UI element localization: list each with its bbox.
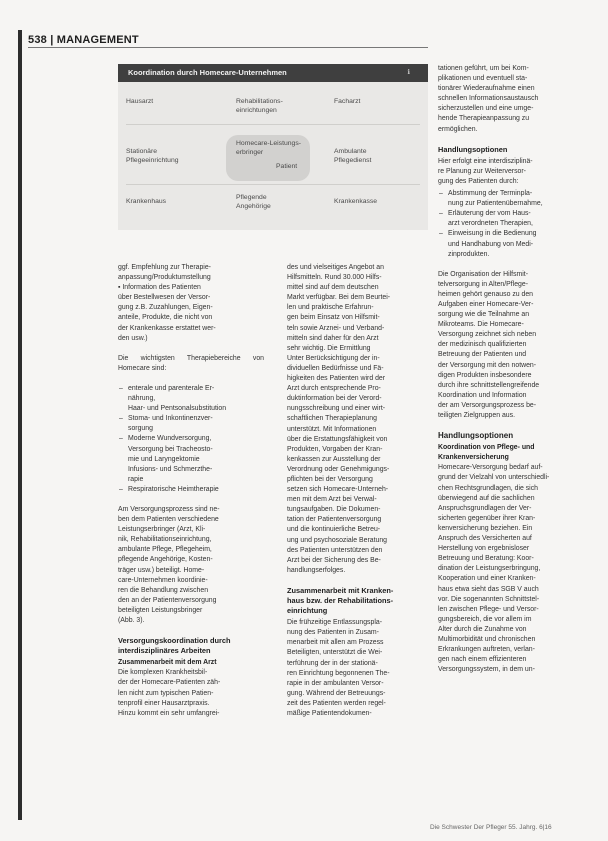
paragraph: Die komplexen Krankheitsbil- der der Homecare-Patienten zäh- len nicht zum typischen Patien- tenprofil einer Hausarztpraxis. Hinzu kommt ein sehr umfangrei- bbox=[118, 669, 221, 717]
paragraph: Hier erfolgt eine interdisziplinä- re Planung zur Weiterversor- gung des Patienten durch: bbox=[438, 157, 533, 185]
node-patient: Patient bbox=[276, 163, 298, 170]
figure-homecare-coordination bbox=[118, 64, 428, 230]
node-hausarzt: Hausarzt bbox=[126, 98, 154, 105]
list-item: – Respiratorische Heimtherapie bbox=[128, 485, 264, 495]
section-heading: Handlungsoptionen bbox=[438, 431, 514, 441]
paragraph: Homecare-Versorgung bedarf auf- grund der Vielzahl von unterschiedli- chen Rechtsgrundlagen, die sich überwiegend auf die sachlichen Anspruchsgrundlagen der Ver- sicherten gegenüber ihrer Kran- kenversicherung beziehen. Ein Anspruch des Versicherten auf Herstellung von ergebnisloser Betreuung und Beratung: Koor- dination der Leistungserbringung, Kooperation und einer Kranken- haus etwa sieht das SGB V auch vor. Die sogenannten Schnittstel- len zwischen Pflege- und Versor- gungsbereich, die vor allem im Alter durch die Zunahme von Multimorbidität und chronischen Erkrankungen auftreten, verlan- gen nach einem effizienteren Versorgungssystem, in dem un- bbox=[438, 464, 550, 674]
text-column-1 bbox=[118, 263, 264, 729]
planning-list bbox=[438, 189, 580, 260]
subheading: Zusammenarbeit mit dem Arzt bbox=[118, 659, 217, 667]
list-item: – Abstimmung der Terminpla- nung zur Patientenübernahme, bbox=[448, 189, 580, 209]
figure-divider bbox=[126, 124, 420, 125]
node-stationaer: Stationäre Pflegeeinrichtung bbox=[126, 148, 179, 164]
header-rule bbox=[28, 47, 428, 48]
page-header: 538 | MANAGEMENT bbox=[28, 34, 139, 46]
paragraph: Die Organisation der Hilfsmit- telversorgung in Alten/Pflege- heimen gehört genauso zu den Aufgaben einer Homecare-Ver- sorgung wie die Teilnahme an Mikroteams. Die Homecare- Versorgung zeichnet sich neben der medizinisch qualifizierten Betreuung der Patienten und der Versorgung mit den notwen- digen Produkten insbesondere durch ihre schnittstellengreifende Koordination und Information der am Versorgungsprozess be- teiligten Zielgruppen aus. bbox=[438, 270, 540, 419]
node-kasse: Krankenkasse bbox=[334, 198, 378, 205]
list-item: – enterale und parenterale Er- nährung, Haar- und Pentsonalsubstitution bbox=[128, 384, 264, 414]
paragraph: Die wichtigsten Therapiebereiche von Homecare sind: bbox=[118, 354, 264, 372]
node-homecare: Homecare-Leistungs- erbringer bbox=[236, 140, 301, 156]
therapy-list bbox=[118, 384, 264, 495]
paragraph: ggf. Empfehlung zur Therapie- anpassung/Produktumstellung ▪ Information des Patienten über Bestellwesen der Versor- gung z.B. Zuzahlungen, Eigen- anteile, Produkte, die nicht von der Krankenkasse erstattet wer- den usw.) bbox=[118, 264, 216, 342]
text-column-3 bbox=[438, 64, 580, 685]
node-ambulant: Ambulante Pflegedienst bbox=[334, 148, 372, 164]
figure-divider bbox=[126, 184, 420, 185]
node-krankenhaus: Krankenhaus bbox=[126, 198, 167, 205]
paragraph: Die frühzeitige Entlassungspla- nung des Patienten in Zusam- menarbeit mit allen am Prozess Beteiligten, unterstützt die Wei- terführung der in der stationä- ren Einrichtung begonnenen The- rapie in der ambulanten Versor- gung. Während der Betreuungs- zeit des Patienten werden regel- mäßige Patientendokumen- bbox=[287, 619, 390, 718]
list-item: – Einweisung in die Bedienung und Handhabung von Medi- zinprodukten. bbox=[448, 229, 580, 259]
info-icon: ℹ bbox=[407, 69, 410, 76]
figure-title-text: Koordination durch Homecare-Unternehmen bbox=[128, 68, 287, 77]
list-item: – Stoma- und Inkontinenzver- sorgung bbox=[128, 414, 264, 434]
paragraph: des und vielseitiges Angebot an Hilfsmitteln. Rund 30.000 Hilfs- mittel sind auf dem deutschen Markt verfügbar. Bei dem Beurtei- len und praktische Erfahrun- gen beim Einsatz von Hilfsmit- teln sowie Arznei- und Verband- mitteln sind daher für den Arzt sehr wichtig. Die Ermittlung Unter Berücksichtigung der in- dividuellen Bedürfnisse und Fä- higkeiten des Patienten wird der Arzt durch entsprechende Pro- duktinformation bei der Verord- nungsschreibung und einer wirt- schaftlichen Therapieplanung unterstützt. Mit Informationen über die Erstattungsfähigkeit von Produkten, Vorgaben der Kran- kenkassen zur Ausstellung der Verordnung oder Genehmigungs- pflichten bei der Versorgung setzen sich Homecare-Unterneh- men mit dem Arzt bei Verwal- tungsaufgaben. Die Dokumen- tation der Patientenversorgung und die kontinuierliche Betreu- ung und psychosoziale Beratung des Patienten unterstützen den Arzt bei der Sicherung des Be- handlungserfolges. bbox=[287, 264, 391, 574]
section-heading: Zusammenarbeit mit Kranken- haus bzw. der Rehabilitations- einrichtung bbox=[287, 585, 394, 616]
paragraph: Am Versorgungsprozess sind ne- ben dem Patienten verschiedene Leistungserbringer (Arzt, Kli- nik, Rehabilitationseinrichtung, ambulante Pflege, Pflegeheim, pflegende Angehörige, Kosten- träger usw.) beteiligt. Home- care-Unternehmen koordinie- ren die Behandlung zwischen den an der Patientenversorgung beteiligten Leistungsbringer (Abb. 3). bbox=[118, 505, 220, 624]
list-item: – Erläuterung der vom Haus- arzt verordneten Therapien, bbox=[448, 209, 580, 229]
page-footer: Die Schwester Der Pfleger 55. Jahrg. 6|16 bbox=[430, 824, 552, 831]
node-facharzt: Facharzt bbox=[334, 98, 361, 105]
node-rehab: Rehabilitations- einrichtungen bbox=[236, 98, 283, 114]
text-column-2 bbox=[287, 263, 427, 729]
paragraph: tationen geführt, um bei Kom- plikationen und eventuell sta- tionärer Wiederaufnahme einen schnellen Informationsaustausch sicherzustellen und eine umge- hende Therapieanpassung zu ermöglichen. bbox=[438, 65, 539, 133]
figure-title bbox=[118, 64, 428, 82]
section-heading: Versorgungskoordination durch interdisziplinäres Arbeiten bbox=[118, 636, 231, 656]
list-item: – Moderne Wundversorgung, Versorgung bei Tracheosto- mie und Laryngektomie Infusions- und Schmerzthe- rapie bbox=[128, 434, 264, 484]
node-angehoerige: Pflegende Angehörige bbox=[236, 194, 271, 210]
section-heading: Handlungsoptionen bbox=[438, 144, 508, 154]
margin-bar bbox=[18, 30, 22, 820]
subheading: Koordination von Pflege- und Krankenversicherung bbox=[438, 444, 535, 462]
